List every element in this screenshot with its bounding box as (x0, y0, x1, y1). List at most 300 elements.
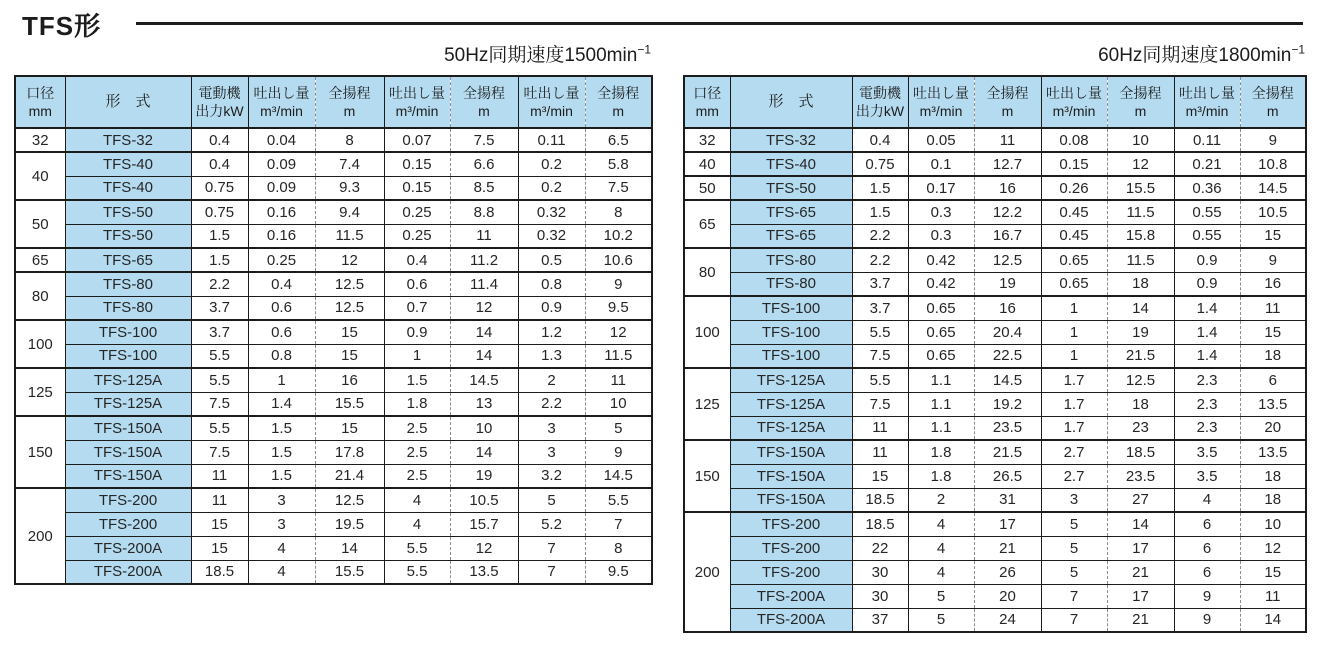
model-cell: TFS-125A (65, 392, 191, 416)
discharge-cell: 0.42 (908, 272, 974, 296)
head-cell: 23.5 (1107, 464, 1174, 488)
power-cell: 1.5 (191, 248, 248, 272)
discharge-cell: 2.5 (384, 440, 450, 464)
power-cell: 3.7 (852, 272, 908, 296)
discharge-cell: 5.5 (384, 560, 450, 584)
discharge-cell: 4 (384, 512, 450, 536)
table-row (684, 128, 1306, 152)
table-caption-60hz (683, 43, 1305, 69)
bore-cell: 50 (15, 200, 65, 248)
discharge-cell: 0.65 (908, 320, 974, 344)
column-header-head-2: 全揚程 m (1107, 76, 1174, 128)
power-cell: 18.5 (191, 560, 248, 584)
column-header-bore: 口径 mm (15, 76, 65, 128)
table-row (15, 368, 652, 392)
power-cell: 5.5 (191, 368, 248, 392)
header-row (684, 76, 1306, 128)
head-cell: 15 (315, 416, 384, 440)
discharge-cell: 1.4 (248, 392, 315, 416)
discharge-cell: 0.8 (248, 344, 315, 368)
discharge-cell: 1.1 (908, 368, 974, 392)
discharge-cell: 1.7 (1041, 392, 1107, 416)
head-cell: 7.5 (450, 128, 518, 152)
head-cell: 9.4 (315, 200, 384, 224)
power-cell: 0.75 (191, 200, 248, 224)
head-cell: 21.5 (1107, 344, 1174, 368)
head-cell: 11.4 (450, 272, 518, 296)
discharge-cell: 0.7 (384, 296, 450, 320)
table-row (15, 344, 652, 368)
model-cell: TFS-200A (730, 608, 852, 632)
head-cell: 26 (974, 560, 1041, 584)
discharge-cell: 0.65 (1041, 272, 1107, 296)
discharge-cell: 3 (518, 416, 585, 440)
head-cell: 5 (585, 416, 652, 440)
model-cell: TFS-125A (730, 368, 852, 392)
model-cell: TFS-100 (65, 344, 191, 368)
power-cell: 0.4 (191, 152, 248, 176)
discharge-cell: 1 (1041, 320, 1107, 344)
discharge-cell: 1 (384, 344, 450, 368)
model-cell: TFS-200 (730, 560, 852, 584)
head-cell: 11 (585, 368, 652, 392)
discharge-cell: 0.05 (908, 128, 974, 152)
head-cell: 16 (1240, 272, 1306, 296)
head-cell: 11.5 (315, 224, 384, 248)
model-cell: TFS-100 (730, 296, 852, 320)
column-header-head-2: 全揚程 m (450, 76, 518, 128)
column-header-bore: 口径 mm (684, 76, 730, 128)
model-cell: TFS-150A (730, 488, 852, 512)
power-cell: 15 (191, 512, 248, 536)
head-cell: 19.2 (974, 392, 1041, 416)
head-cell: 14 (450, 344, 518, 368)
head-cell: 18 (1107, 392, 1174, 416)
head-cell: 5.8 (585, 152, 652, 176)
discharge-cell: 0.11 (1174, 128, 1240, 152)
discharge-cell: 0.08 (1041, 128, 1107, 152)
power-cell: 30 (852, 560, 908, 584)
head-cell: 21 (1107, 560, 1174, 584)
head-cell: 6 (1240, 368, 1306, 392)
discharge-cell: 1.3 (518, 344, 585, 368)
head-cell: 18 (1107, 272, 1174, 296)
power-cell: 5.5 (852, 320, 908, 344)
model-cell: TFS-32 (65, 128, 191, 152)
table-row (15, 176, 652, 200)
head-cell: 15 (1240, 560, 1306, 584)
model-cell: TFS-65 (730, 200, 852, 224)
table-row (684, 152, 1306, 176)
table-row (684, 440, 1306, 464)
model-cell: TFS-65 (65, 248, 191, 272)
head-cell: 6.6 (450, 152, 518, 176)
discharge-cell: 1.7 (1041, 368, 1107, 392)
head-cell: 16 (974, 176, 1041, 200)
model-cell: TFS-40 (65, 176, 191, 200)
head-cell: 19 (1107, 320, 1174, 344)
head-cell: 9 (585, 272, 652, 296)
page-title: TFS形 (22, 11, 102, 41)
discharge-cell: 3 (518, 440, 585, 464)
bore-cell: 150 (15, 416, 65, 488)
head-cell: 17 (1107, 536, 1174, 560)
head-cell: 10.5 (1240, 200, 1306, 224)
bore-cell: 150 (684, 440, 730, 512)
column-header-discharge-1: 吐出し量 m³/min (248, 76, 315, 128)
discharge-cell: 4 (908, 512, 974, 536)
bore-cell: 32 (15, 128, 65, 152)
discharge-cell: 0.2 (518, 176, 585, 200)
model-cell: TFS-200 (65, 488, 191, 512)
head-cell: 15.8 (1107, 224, 1174, 248)
model-cell: TFS-150A (65, 464, 191, 488)
head-cell: 12.2 (974, 200, 1041, 224)
column-header-model: 形 式 (65, 76, 191, 128)
head-cell: 14.5 (1240, 176, 1306, 200)
head-cell: 10 (1107, 128, 1174, 152)
head-cell: 14 (450, 320, 518, 344)
head-cell: 6.5 (585, 128, 652, 152)
head-cell: 7.4 (315, 152, 384, 176)
table-row (684, 224, 1306, 248)
discharge-cell: 3 (1041, 488, 1107, 512)
bore-cell: 80 (684, 248, 730, 296)
discharge-cell: 2.2 (518, 392, 585, 416)
head-cell: 22.5 (974, 344, 1041, 368)
column-header-discharge-3: 吐出し量 m³/min (1174, 76, 1240, 128)
table-row (15, 440, 652, 464)
discharge-cell: 0.6 (248, 320, 315, 344)
table-row (684, 488, 1306, 512)
power-cell: 2.2 (852, 248, 908, 272)
head-cell: 11.2 (450, 248, 518, 272)
discharge-cell: 1.5 (248, 440, 315, 464)
power-cell: 1.5 (191, 224, 248, 248)
head-cell: 12 (315, 248, 384, 272)
model-cell: TFS-32 (730, 128, 852, 152)
discharge-cell: 5 (518, 488, 585, 512)
discharge-cell: 1.8 (384, 392, 450, 416)
discharge-cell: 0.9 (518, 296, 585, 320)
discharge-cell: 0.9 (1174, 272, 1240, 296)
head-cell: 15 (315, 344, 384, 368)
bore-cell: 65 (684, 200, 730, 248)
power-cell: 0.75 (852, 152, 908, 176)
head-cell: 8.5 (450, 176, 518, 200)
head-cell: 10 (585, 392, 652, 416)
head-cell: 11.5 (1107, 248, 1174, 272)
table-row (15, 248, 652, 272)
power-cell: 1.5 (852, 200, 908, 224)
discharge-cell: 0.6 (384, 272, 450, 296)
head-cell: 14 (1107, 296, 1174, 320)
model-cell: TFS-200 (730, 536, 852, 560)
discharge-cell: 1.5 (384, 368, 450, 392)
discharge-cell: 1.4 (1174, 296, 1240, 320)
discharge-cell: 2.7 (1041, 464, 1107, 488)
discharge-cell: 4 (908, 536, 974, 560)
model-cell: TFS-125A (730, 416, 852, 440)
column-header-discharge-3: 吐出し量 m³/min (518, 76, 585, 128)
column-header-head-3: 全揚程 m (585, 76, 652, 128)
model-cell: TFS-200A (65, 536, 191, 560)
table-row (684, 416, 1306, 440)
discharge-cell: 7 (1041, 608, 1107, 632)
table-row (684, 392, 1306, 416)
table-row (684, 320, 1306, 344)
power-cell: 22 (852, 536, 908, 560)
head-cell: 15.5 (1107, 176, 1174, 200)
head-cell: 12 (1107, 152, 1174, 176)
discharge-cell: 1 (1041, 296, 1107, 320)
discharge-cell: 5.2 (518, 512, 585, 536)
head-cell: 17.8 (315, 440, 384, 464)
table-caption-50hz (14, 43, 651, 69)
pump-table-60hz (683, 75, 1307, 633)
head-cell: 12.5 (315, 272, 384, 296)
head-cell: 26.5 (974, 464, 1041, 488)
model-cell: TFS-100 (730, 320, 852, 344)
discharge-cell: 5 (1041, 536, 1107, 560)
discharge-cell: 0.11 (518, 128, 585, 152)
head-cell: 7 (585, 512, 652, 536)
bore-cell: 50 (684, 176, 730, 200)
head-cell: 9.5 (585, 560, 652, 584)
discharge-cell: 2.3 (1174, 368, 1240, 392)
model-cell: TFS-40 (730, 152, 852, 176)
head-cell: 12.5 (315, 296, 384, 320)
discharge-cell: 2.7 (1041, 440, 1107, 464)
table-row (15, 416, 652, 440)
power-cell: 7.5 (191, 392, 248, 416)
head-cell: 14.5 (974, 368, 1041, 392)
table-row (684, 248, 1306, 272)
table-row (684, 296, 1306, 320)
head-cell: 15.7 (450, 512, 518, 536)
head-cell: 18 (1240, 464, 1306, 488)
head-cell: 7.5 (585, 176, 652, 200)
head-cell: 21.5 (974, 440, 1041, 464)
model-cell: TFS-40 (65, 152, 191, 176)
power-cell: 5.5 (191, 344, 248, 368)
head-cell: 12.5 (974, 248, 1041, 272)
discharge-cell: 0.65 (908, 296, 974, 320)
discharge-cell: 1.7 (1041, 416, 1107, 440)
discharge-cell: 0.25 (248, 248, 315, 272)
head-cell: 13.5 (1240, 392, 1306, 416)
head-cell: 8 (315, 128, 384, 152)
head-cell: 11.5 (1107, 200, 1174, 224)
head-cell: 9 (1240, 128, 1306, 152)
discharge-cell: 0.8 (518, 272, 585, 296)
head-cell: 16.7 (974, 224, 1041, 248)
discharge-cell: 2.5 (384, 416, 450, 440)
power-cell: 0.4 (852, 128, 908, 152)
discharge-cell: 3.5 (1174, 464, 1240, 488)
power-cell: 7.5 (852, 344, 908, 368)
head-cell: 19 (974, 272, 1041, 296)
head-cell: 10.6 (585, 248, 652, 272)
head-cell: 11.5 (585, 344, 652, 368)
head-cell: 23 (1107, 416, 1174, 440)
discharge-cell: 2.3 (1174, 392, 1240, 416)
discharge-cell: 0.5 (518, 248, 585, 272)
discharge-cell: 0.32 (518, 200, 585, 224)
head-cell: 24 (974, 608, 1041, 632)
head-cell: 14.5 (450, 368, 518, 392)
discharge-cell: 0.09 (248, 176, 315, 200)
discharge-cell: 4 (384, 488, 450, 512)
head-cell: 14 (1240, 608, 1306, 632)
head-cell: 12 (450, 536, 518, 560)
head-cell: 19.5 (315, 512, 384, 536)
bore-cell: 40 (15, 152, 65, 200)
discharge-cell: 0.65 (908, 344, 974, 368)
discharge-cell: 0.2 (518, 152, 585, 176)
head-cell: 15.5 (315, 392, 384, 416)
discharge-cell: 2 (908, 488, 974, 512)
head-cell: 15 (1240, 224, 1306, 248)
table-body-60hz (684, 128, 1306, 632)
discharge-cell: 0.3 (908, 224, 974, 248)
caption-text: 60Hz同期速度1800min (1098, 45, 1292, 66)
head-cell: 10.8 (1240, 152, 1306, 176)
discharge-cell: 2.3 (1174, 416, 1240, 440)
column-header-head-1: 全揚程 m (974, 76, 1041, 128)
model-cell: TFS-80 (65, 272, 191, 296)
head-cell: 8 (585, 536, 652, 560)
discharge-cell: 0.09 (248, 152, 315, 176)
discharge-cell: 0.3 (908, 200, 974, 224)
head-cell: 31 (974, 488, 1041, 512)
discharge-cell: 4 (248, 536, 315, 560)
head-cell: 14 (315, 536, 384, 560)
discharge-cell: 1.8 (908, 464, 974, 488)
discharge-cell: 2 (518, 368, 585, 392)
table-row (15, 320, 652, 344)
discharge-cell: 0.17 (908, 176, 974, 200)
discharge-cell: 0.21 (1174, 152, 1240, 176)
caption-superscript: −1 (1291, 42, 1305, 57)
discharge-cell: 0.16 (248, 200, 315, 224)
title-rule (136, 22, 1303, 25)
table-row (15, 392, 652, 416)
model-cell: TFS-150A (65, 440, 191, 464)
discharge-cell: 0.15 (384, 152, 450, 176)
power-cell: 5.5 (191, 416, 248, 440)
table-row (684, 512, 1306, 536)
model-cell: TFS-50 (65, 224, 191, 248)
bore-cell: 200 (15, 488, 65, 584)
discharge-cell: 3.5 (1174, 440, 1240, 464)
table-row (15, 296, 652, 320)
discharge-cell: 6 (1174, 536, 1240, 560)
column-header-discharge-2: 吐出し量 m³/min (384, 76, 450, 128)
head-cell: 27 (1107, 488, 1174, 512)
head-cell: 20.4 (974, 320, 1041, 344)
table-row (15, 224, 652, 248)
discharge-cell: 3.2 (518, 464, 585, 488)
table-row (15, 464, 652, 488)
discharge-cell: 0.4 (384, 248, 450, 272)
table-row (15, 272, 652, 296)
discharge-cell: 5 (1041, 560, 1107, 584)
bore-cell: 125 (15, 368, 65, 416)
model-cell: TFS-125A (65, 368, 191, 392)
head-cell: 19 (450, 464, 518, 488)
discharge-cell: 0.26 (1041, 176, 1107, 200)
table-row (15, 200, 652, 224)
bore-cell: 100 (15, 320, 65, 368)
discharge-cell: 1.1 (908, 416, 974, 440)
bore-cell: 65 (15, 248, 65, 272)
power-cell: 11 (191, 488, 248, 512)
head-cell: 13.5 (1240, 440, 1306, 464)
head-cell: 11 (1240, 584, 1306, 608)
discharge-cell: 0.25 (384, 200, 450, 224)
power-cell: 2.2 (852, 224, 908, 248)
table-row (15, 152, 652, 176)
discharge-cell: 0.15 (1041, 152, 1107, 176)
column-header-power: 電動機 出力kW (852, 76, 908, 128)
power-cell: 15 (191, 536, 248, 560)
discharge-cell: 1.4 (1174, 320, 1240, 344)
table-row (684, 608, 1306, 632)
power-cell: 7.5 (852, 392, 908, 416)
head-cell: 14 (450, 440, 518, 464)
discharge-cell: 0.4 (248, 272, 315, 296)
bore-cell: 200 (684, 512, 730, 632)
power-cell: 7.5 (191, 440, 248, 464)
discharge-cell: 0.9 (1174, 248, 1240, 272)
discharge-cell: 5 (1041, 512, 1107, 536)
model-cell: TFS-50 (730, 176, 852, 200)
pump-table-50hz (14, 75, 653, 585)
model-cell: TFS-100 (65, 320, 191, 344)
head-cell: 12 (1240, 536, 1306, 560)
model-cell: TFS-200 (65, 512, 191, 536)
head-cell: 10.2 (585, 224, 652, 248)
power-cell: 5.5 (852, 368, 908, 392)
head-cell: 8 (585, 200, 652, 224)
power-cell: 37 (852, 608, 908, 632)
column-header-power: 電動機 出力kW (191, 76, 248, 128)
power-cell: 2.2 (191, 272, 248, 296)
power-cell: 3.7 (191, 296, 248, 320)
table-row (15, 128, 652, 152)
discharge-cell: 1.1 (908, 392, 974, 416)
table-row (15, 488, 652, 512)
head-cell: 14 (1107, 512, 1174, 536)
discharge-cell: 0.04 (248, 128, 315, 152)
table-row (15, 560, 652, 584)
head-cell: 11 (974, 128, 1041, 152)
power-cell: 1.5 (852, 176, 908, 200)
discharge-cell: 0.16 (248, 224, 315, 248)
model-cell: TFS-125A (730, 392, 852, 416)
discharge-cell: 0.1 (908, 152, 974, 176)
head-cell: 15.5 (315, 560, 384, 584)
model-cell: TFS-150A (730, 464, 852, 488)
column-header-discharge-2: 吐出し量 m³/min (1041, 76, 1107, 128)
head-cell: 9 (1240, 248, 1306, 272)
discharge-cell: 0.55 (1174, 200, 1240, 224)
table-body-50hz (15, 128, 652, 584)
head-cell: 13 (450, 392, 518, 416)
head-cell: 13.5 (450, 560, 518, 584)
discharge-cell: 0.6 (248, 296, 315, 320)
